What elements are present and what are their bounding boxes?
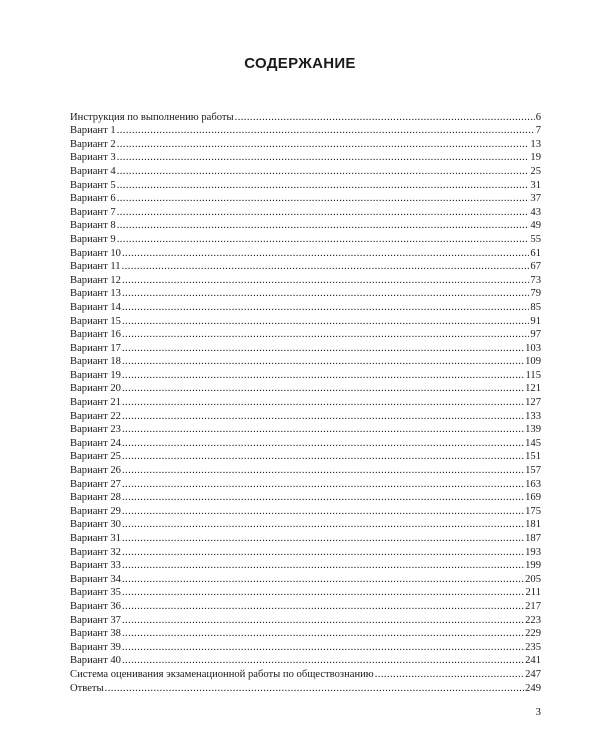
toc-entry[interactable] [70,477,541,491]
toc-dot-leader [122,642,524,654]
toc-entry-page: 151 [525,451,541,463]
toc-dot-leader [122,424,524,436]
toc-entry-label: Вариант 25 [70,451,121,463]
toc-entry-label: Вариант 35 [70,587,121,599]
toc-entry-label: Вариант 18 [70,356,121,368]
toc-entry-page: 103 [525,342,541,354]
toc-entry[interactable] [70,531,541,545]
toc-entry-label: Вариант 4 [70,165,116,177]
toc-dot-leader [117,152,530,164]
toc-entry-page: 79 [530,288,541,300]
toc-entry[interactable] [70,273,541,287]
toc-dot-leader [122,261,530,273]
toc-entry[interactable] [70,518,541,532]
toc-entry[interactable] [70,260,541,274]
toc-dot-leader [122,560,524,572]
toc-entry-label: Вариант 34 [70,573,121,585]
toc-entry-page: 37 [530,193,541,205]
toc-dot-leader [122,248,529,260]
toc-entry[interactable] [70,640,541,654]
toc-entry-label: Вариант 38 [70,628,121,640]
toc-dot-leader [122,506,524,518]
toc-entry-page: 49 [530,220,541,232]
toc-entry-label: Вариант 1 [70,125,116,137]
toc-entry-page: 85 [530,301,541,313]
toc-dot-leader [122,343,524,355]
toc-entry-page: 175 [525,505,541,517]
toc-dot-leader [105,683,524,695]
toc-entry[interactable] [70,151,541,165]
page-number: 3 [535,706,541,718]
toc-dot-leader [122,411,524,423]
toc-dot-leader [122,479,524,491]
toc-entry-page: 121 [525,383,541,395]
toc-entry[interactable] [70,423,541,437]
toc-entry-label: Вариант 28 [70,492,121,504]
toc-entry[interactable] [70,246,541,260]
toc-entry-page: 67 [530,261,541,273]
toc-dot-leader [117,125,535,137]
toc-entry[interactable] [70,219,541,233]
toc-entry-page: 73 [530,274,541,286]
toc-entry-label: Вариант 7 [70,206,116,218]
toc-entry-page: 163 [525,478,541,490]
toc-entry[interactable] [70,395,541,409]
toc-entry-label: Вариант 40 [70,655,121,667]
toc-dot-leader [122,465,524,477]
toc-entry-label: Вариант 33 [70,560,121,572]
toc-entry[interactable] [70,355,541,369]
toc-entry[interactable] [70,137,541,151]
toc-dot-leader [122,275,529,287]
toc-entry-page: 145 [525,437,541,449]
toc-entry[interactable] [70,450,541,464]
toc-dot-leader [122,397,524,409]
toc-dot-leader [122,370,525,382]
toc-dot-leader [375,669,524,681]
toc-entry-label: Вариант 21 [70,397,121,409]
toc-entry-label: Вариант 11 [70,261,121,273]
toc-entry-label: Вариант 17 [70,342,121,354]
toc-entry-label: Вариант 3 [70,152,116,164]
toc-entry[interactable] [70,382,541,396]
toc-entry-page: 181 [525,519,541,531]
toc-entry[interactable] [70,232,541,246]
toc-entry-label: Вариант 5 [70,179,116,191]
toc-entry[interactable] [70,205,541,219]
toc-entry[interactable] [70,463,541,477]
toc-entry-page: 61 [530,247,541,259]
toc-entry-page: 127 [525,397,541,409]
toc-entry[interactable] [70,192,541,206]
toc-entry[interactable] [70,110,541,124]
toc-entry[interactable] [70,164,541,178]
toc-dot-leader [122,316,529,328]
toc-entry-page: 13 [530,138,541,150]
toc-entry-page: 133 [525,410,541,422]
toc-entry[interactable] [70,613,541,627]
toc-entry[interactable] [70,545,541,559]
toc-entry-label: Вариант 22 [70,410,121,422]
toc-entry-label: Вариант 29 [70,505,121,517]
toc-entry-page: 139 [525,424,541,436]
toc-entry[interactable] [70,599,541,613]
toc-entry[interactable] [70,287,541,301]
toc-entry-label: Вариант 2 [70,138,116,150]
toc-entry[interactable] [70,667,541,681]
toc-entry-label: Вариант 6 [70,193,116,205]
toc-dot-leader [122,492,524,504]
toc-entry[interactable] [70,491,541,505]
toc-dot-leader [117,220,530,232]
toc-entry-page: 187 [525,533,541,544]
toc-entry-label: Ответы [70,682,104,694]
toc-dot-leader [122,288,529,300]
toc-dot-leader [122,655,524,667]
toc-entry-label: Вариант 24 [70,437,121,449]
toc-entry-label: Вариант 19 [70,369,121,381]
toc-dot-leader [117,139,530,151]
toc-entry-label: Вариант 27 [70,478,121,490]
toc-entry[interactable] [70,328,541,342]
toc-entry[interactable] [70,586,541,600]
toc-dot-leader [122,451,524,463]
toc-entry-label: Вариант 14 [70,301,121,313]
toc-entry[interactable] [70,300,541,314]
toc-entry-label: Вариант 37 [70,614,121,626]
toc-dot-leader [122,601,524,613]
toc-entry[interactable] [70,572,541,586]
toc-dot-leader [122,574,524,586]
toc-entry-page: 43 [530,206,541,218]
toc-entry-page: 193 [525,546,541,558]
toc-entry-page: 249 [525,682,541,694]
toc-dot-leader [122,383,524,395]
toc-entry-page: 199 [525,560,541,572]
toc-dot-leader [122,615,524,627]
toc-entry-page: 223 [525,614,541,626]
toc-entry-label: Вариант 23 [70,424,121,436]
toc-dot-leader [122,438,524,450]
toc-entry[interactable] [70,654,541,668]
toc-entry[interactable] [70,368,541,382]
toc-entry-page: 235 [525,641,541,653]
toc-entry-page: 31 [530,179,541,191]
toc-entry-label: Вариант 13 [70,288,121,300]
toc-entry-label: Вариант 9 [70,233,116,245]
toc-dot-leader [117,234,530,246]
toc-entry-page: 241 [525,655,541,667]
table-of-contents [70,110,541,695]
toc-entry[interactable] [70,559,541,573]
toc-entry-label: Инструкция по выполнению работы [70,111,234,123]
toc-entry-label: Вариант 39 [70,641,121,653]
toc-entry-page: 229 [525,628,541,640]
toc-dot-leader [117,207,530,219]
toc-entry-label: Вариант 16 [70,329,121,341]
toc-entry-label: Вариант 26 [70,465,121,477]
toc-entry[interactable] [70,124,541,138]
toc-entry[interactable] [70,341,541,355]
toc-entry-label: Вариант 32 [70,546,121,558]
toc-entry-page: 169 [525,492,541,504]
toc-dot-leader [122,329,529,341]
toc-entry[interactable] [70,314,541,328]
toc-entry-page: 115 [525,369,541,381]
toc-entry-label: Вариант 15 [70,315,121,327]
toc-entry[interactable] [70,504,541,518]
toc-entry-page: 97 [530,329,541,341]
toc-entry-label: Система оценивания экзаменационной работы по обществознанию [70,668,374,680]
toc-entry-page: 55 [530,233,541,245]
toc-entry-page: 109 [525,356,541,368]
toc-dot-leader [117,166,530,178]
toc-entry-label: Вариант 8 [70,220,116,232]
toc-dot-leader [122,628,524,640]
toc-entry-label: Вариант 36 [70,600,121,612]
toc-entry-page: 157 [525,465,541,477]
toc-entry[interactable] [70,436,541,450]
toc-entry-label: Вариант 12 [70,274,121,286]
toc-dot-leader [122,519,524,531]
toc-entry[interactable] [70,627,541,641]
toc-entry-page: 211 [525,587,541,599]
toc-entry-label: Вариант 31 [70,533,121,544]
toc-dot-leader [117,193,530,205]
toc-dot-leader [122,547,524,559]
toc-entry-page: 19 [530,152,541,164]
toc-entry-page: 6 [535,111,541,123]
toc-entry[interactable] [70,681,541,695]
toc-dot-leader [235,112,535,124]
toc-entry-label: Вариант 10 [70,247,121,259]
toc-entry-page: 91 [530,315,541,327]
toc-dot-leader [122,587,525,599]
toc-entry[interactable] [70,178,541,192]
toc-entry-page: 25 [530,165,541,177]
toc-entry-page: 205 [525,573,541,585]
toc-entry-page: 7 [535,125,541,137]
toc-entry-page: 217 [525,600,541,612]
toc-entry-label: Вариант 20 [70,383,121,395]
toc-entry[interactable] [70,409,541,423]
page-title: СОДЕРЖАНИЕ [244,55,356,72]
toc-dot-leader [122,302,529,314]
toc-dot-leader [122,356,524,368]
toc-entry-page: 247 [525,668,541,680]
toc-dot-leader [122,533,524,545]
toc-entry-label: Вариант 30 [70,519,121,531]
toc-dot-leader [117,180,530,192]
